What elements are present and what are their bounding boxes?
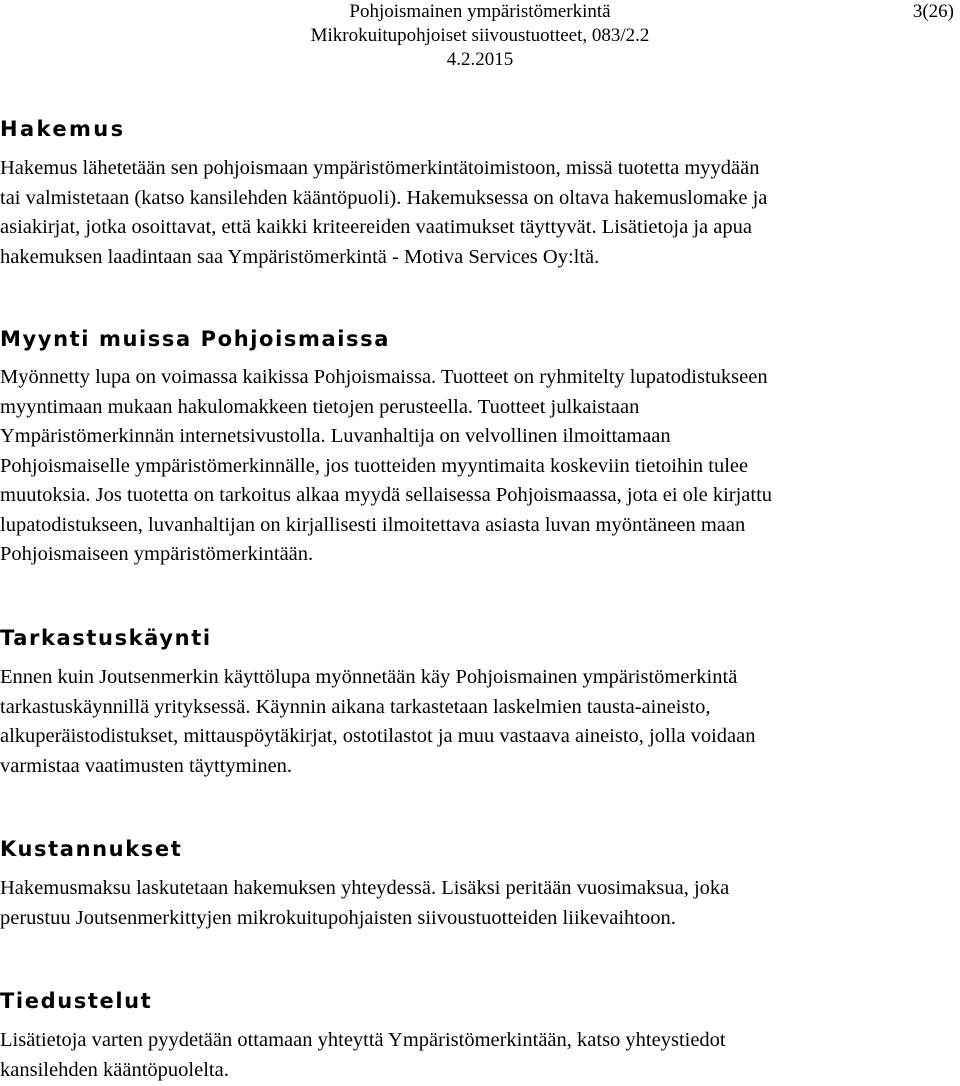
text-line: asiakirjat, jotka osoittavat, että kaikki kriteereiden vaatimukset täyttyvät. Lisätietoja ja apua xyxy=(0,216,752,238)
text-line: tai valmistetaan (katso kansilehden kääntöpuoli). Hakemuksessa on oltava hakemuslomake ja xyxy=(0,186,768,209)
section-heading: Hakemus xyxy=(0,117,126,141)
text-line: myyntimaan mukaan hakulomakkeen tietojen perusteella. Tuotteet julkaistaan xyxy=(0,395,640,418)
header-center-block xyxy=(200,0,760,72)
section-heading: Tiedustelut xyxy=(0,989,153,1013)
header-document-title: Mikrokuitupohjoiset siivoustuotteet, 083/2.2 xyxy=(310,25,650,46)
section-body xyxy=(0,1026,960,1085)
text-line: Myönnetty lupa on voimassa kaikissa Pohjoismaissa. Tuotteet on ryhmitelty lupatodistukseen xyxy=(0,366,768,388)
text-line: alkuperäistodistukset, mittauspöytäkirjat, ostotilastot ja muu vastaava aineisto, jolla voidaan xyxy=(0,725,756,747)
section-tarkastuskaynti xyxy=(0,624,960,781)
text-line: hakemuksen laadintaan saa Ympäristömerkintä - Motiva Services Oy:ltä. xyxy=(0,245,600,268)
text-line: Pohjoismaiselle ympäristömerkinnälle, jos tuotteiden myyntimaita koskeviin tietoihin tulee xyxy=(0,454,749,477)
text-line: Lisätietoja varten pyydetään ottamaan yhteyttä Ympäristömerkintään, katso yhteystiedot xyxy=(0,1029,726,1051)
section-myynti-muissa-pohjoismaissa xyxy=(0,325,960,570)
section-kustannukset xyxy=(0,835,960,933)
text-line: varmistaa vaatimusten täyttyminen. xyxy=(0,754,293,777)
header-date: 4.2.2015 xyxy=(446,49,514,70)
text-line: Pohjoismaiseen ympäristömerkintään. xyxy=(0,543,314,565)
text-line: Hakemusmaksu laskutetaan hakemuksen yhteydessä. Lisäksi peritään vuosimaksua, joka xyxy=(0,877,730,899)
header-organization: Pohjoismainen ympäristömerkintä xyxy=(349,1,611,22)
section-body xyxy=(0,663,960,781)
section-heading: Myynti muissa Pohjoismaissa xyxy=(0,327,390,351)
section-body xyxy=(0,363,960,570)
section-heading: Tarkastuskäynti xyxy=(0,626,212,650)
text-line: muutoksia. Jos tuotetta on tarkoitus alkaa myydä sellaisessa Pohjoismaassa, jota ei ole kirjattu xyxy=(0,484,773,506)
text-line: perustuu Joutsenmerkittyjen mikrokuitupohjaisten siivoustuotteiden liikevaihtoon. xyxy=(0,906,676,929)
section-body xyxy=(0,154,960,272)
section-tiedustelut xyxy=(0,987,960,1085)
section-heading: Kustannukset xyxy=(0,837,183,861)
text-line: Hakemus lähetetään sen pohjoismaan ympäristömerkintätoimistoon, missä tuotetta myydään xyxy=(0,157,760,179)
page-header xyxy=(0,0,960,80)
page-number: 3(26) xyxy=(912,1,954,22)
section-hakemus xyxy=(0,115,960,272)
section-body xyxy=(0,874,960,933)
text-line: kansilehden kääntöpuolelta. xyxy=(0,1058,229,1081)
text-line: Ennen kuin Joutsenmerkin käyttölupa myönnetään käy Pohjoismainen ympäristömerkintä xyxy=(0,666,738,688)
text-line: tarkastuskäynnillä yrityksessä. Käynnin aikana tarkastetaan laskelmien tausta-aineisto, xyxy=(0,695,711,718)
text-line: Ympäristömerkinnän internetsivustolla. Luvanhaltija on velvollinen ilmoittamaan xyxy=(0,425,671,447)
text-line: lupatodistukseen, luvanhaltijan on kirjallisesti ilmoitettava asiasta luvan myöntäneen maan xyxy=(0,513,746,536)
